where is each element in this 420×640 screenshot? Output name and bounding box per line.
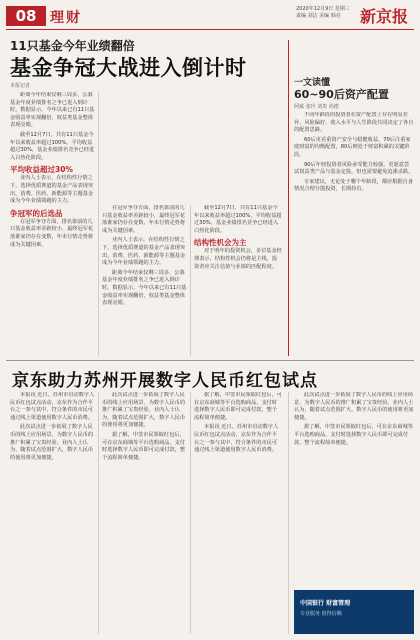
sidebar-body [294, 112, 414, 356]
ad-subtitle: 专业服务 值得信赖 [300, 611, 342, 617]
lead-paragraph: 距离今年结束仅剩三周多，公募基金年度业绩排名之争已进入倒计时。数据显示，今年以来已有11只基金收益率实现翻倍，权益类基金整体表现亮眼。 [10, 92, 95, 129]
editor-line: 责编 刘洁 美编 韩亮 [296, 13, 341, 19]
lead-kicker: 11只基金今年业绩翻倍 [10, 39, 135, 53]
ad-title: 中国银行 财富管理 [300, 600, 351, 607]
lead-paragraph: 截至12月7日，共有11只基金今年以来收益率超过100%，平均收益超过30%，基金业绩排名竞争已经进入白热化阶段。 [10, 131, 95, 161]
section-divider [6, 360, 414, 361]
second-paragraph: 据了解，中签市民领取红包后，可在京东商城等平台选购商品，支付时选择数字人民币即可完成付款，整个流程简单便捷。 [102, 431, 186, 461]
column-divider [190, 205, 191, 356]
column-divider [190, 392, 191, 634]
second-column-3 [194, 392, 282, 634]
second-paragraph: 据了解，中签市民领取红包后，可在京东商城等平台选购商品，支付时选择数字人民币即可完成付款，整个流程简单便捷。 [294, 424, 413, 446]
second-paragraph: 此次试点进一步拓展了数字人民币的线上应用场景，为数字人民币的推广积累了宝贵经验。业内人士认为，随着试点范围扩大，数字人民币的使用将更加便捷。 [294, 392, 414, 421]
lead-paragraph: 对于明年的投资机会，多位基金经理表示，结构性机会仍将是主线，投资者应关注估值与业绩的匹配程度。 [194, 248, 282, 270]
sidebar-paragraph: 不同年龄段的投资者在资产配置上存在明显差异，风险偏好、收入水平与人生阶段共同决定了各自的配置思路。 [294, 112, 414, 134]
lead-column-1 [10, 92, 96, 356]
column-divider [98, 392, 99, 634]
sidebar-divider [288, 40, 289, 356]
column-divider [288, 392, 289, 634]
edition-meta [296, 6, 350, 20]
lead-headline: 基金争冠大战进入倒计时 [10, 56, 247, 80]
lead-column-3 [194, 205, 282, 356]
sidebar-paragraph: 60后更看重资产安全与稳健收益，70后注重家庭财富的均衡配置，80后则处于财富积累的关键阶段。 [294, 136, 411, 158]
lead-paragraph: 业内人士表示，在结构性行情之下，选择优质赛道的基金产品表现突出，消费、医药、新能源等主题基金成为今年业绩领跑的主力。 [10, 175, 94, 205]
lead-paragraph: 在冠军争夺方面，排名靠前的几只基金收益率差距较小，最终冠军花落谁家仍存在变数，年末行情走势将成为关键因素。 [10, 218, 94, 248]
date-line: 2020年12月9日 星期三 [296, 6, 350, 12]
sidebar-byline: 阿斌 张玲 刘贵 尚德 [294, 104, 339, 110]
masthead-logo: 新京报 [360, 7, 409, 26]
sidebar-paragraph: 90后年轻投资者风险承受能力较强，更愿意尝试权益类产品与基金定投，但也需要避免追涨杀跌。 [294, 161, 414, 176]
section-title: 理财 [50, 10, 82, 26]
lead-paragraph: 在冠军争夺方面，排名靠前的几只基金收益率差距较小，最终冠军花落谁家仍存在变数，年末行情走势将成为关键因素。 [102, 205, 186, 234]
lead-subhead: 结构性机会为主 [194, 238, 247, 248]
column-divider [98, 92, 99, 356]
sidebar-title: 60~90后资产配置 [294, 88, 389, 101]
lead-byline: 本报记者 [10, 83, 31, 89]
lead-subhead: 争冠军的后选品 [10, 208, 63, 218]
lead-subhead: 平均收益超过30% [10, 165, 73, 175]
second-paragraph: 此次试点进一步拓展了数字人民币的线上应用场景，为数字人民币的推广积累了宝贵经验。业内人士认为，随着试点范围扩大，数字人民币的使用将更加便捷。 [10, 424, 94, 461]
lead-column-2 [102, 205, 188, 356]
second-paragraph: 据了解，中签市民领取红包后，可在京东商城等平台选购商品，支付时选择数字人民币即可完成付款，整个流程简单便捷。 [194, 392, 282, 421]
second-headline: 京东助力苏州开展数字人民币红包试点 [12, 371, 318, 391]
second-paragraph: 本报讯 近日，苏州市启动数字人民币红包试点活动，京东作为合作平台之一参与其中，符合条件的市民可通过线上渠道使用数字人民币消费。 [10, 392, 95, 421]
lead-paragraph: 业内人士表示，在结构性行情之下，选择优质赛道的基金产品表现突出，消费、医药、新能源等主题基金成为今年业绩领跑的主力。 [102, 237, 186, 267]
lead-paragraph: 截至12月7日，共有11只基金今年以来收益率超过100%，平均收益超过30%，基金业绩排名竞争已经进入白热化阶段。 [194, 205, 282, 234]
second-column-2 [102, 392, 188, 634]
sidebar-paragraph: 专家建议，无论处于哪个年龄段，都应根据自身情况合理分散投资，长期持有。 [294, 178, 413, 193]
second-paragraph: 此次试点进一步拓展了数字人民币的线上应用场景，为数字人民币的推广积累了宝贵经验。业内人士认为，随着试点范围扩大，数字人民币的使用将更加便捷。 [102, 392, 186, 429]
header-rule [6, 29, 414, 30]
second-column-4 [294, 392, 414, 584]
second-column-1 [10, 392, 96, 634]
sidebar-kicker: 一文读懂 [294, 78, 331, 88]
page-number-badge: 08 [6, 6, 46, 26]
second-paragraph: 本报讯 近日，苏州市启动数字人民币红包试点活动，京东作为合作平台之一参与其中，符合条件的市民可通过线上渠道使用数字人民币消费。 [194, 424, 279, 454]
lead-paragraph: 距离今年结束仅剩三周多，公募基金年度业绩排名之争已进入倒计时。数据显示，今年以来已有11只基金收益率实现翻倍，权益类基金整体表现亮眼。 [102, 269, 187, 307]
